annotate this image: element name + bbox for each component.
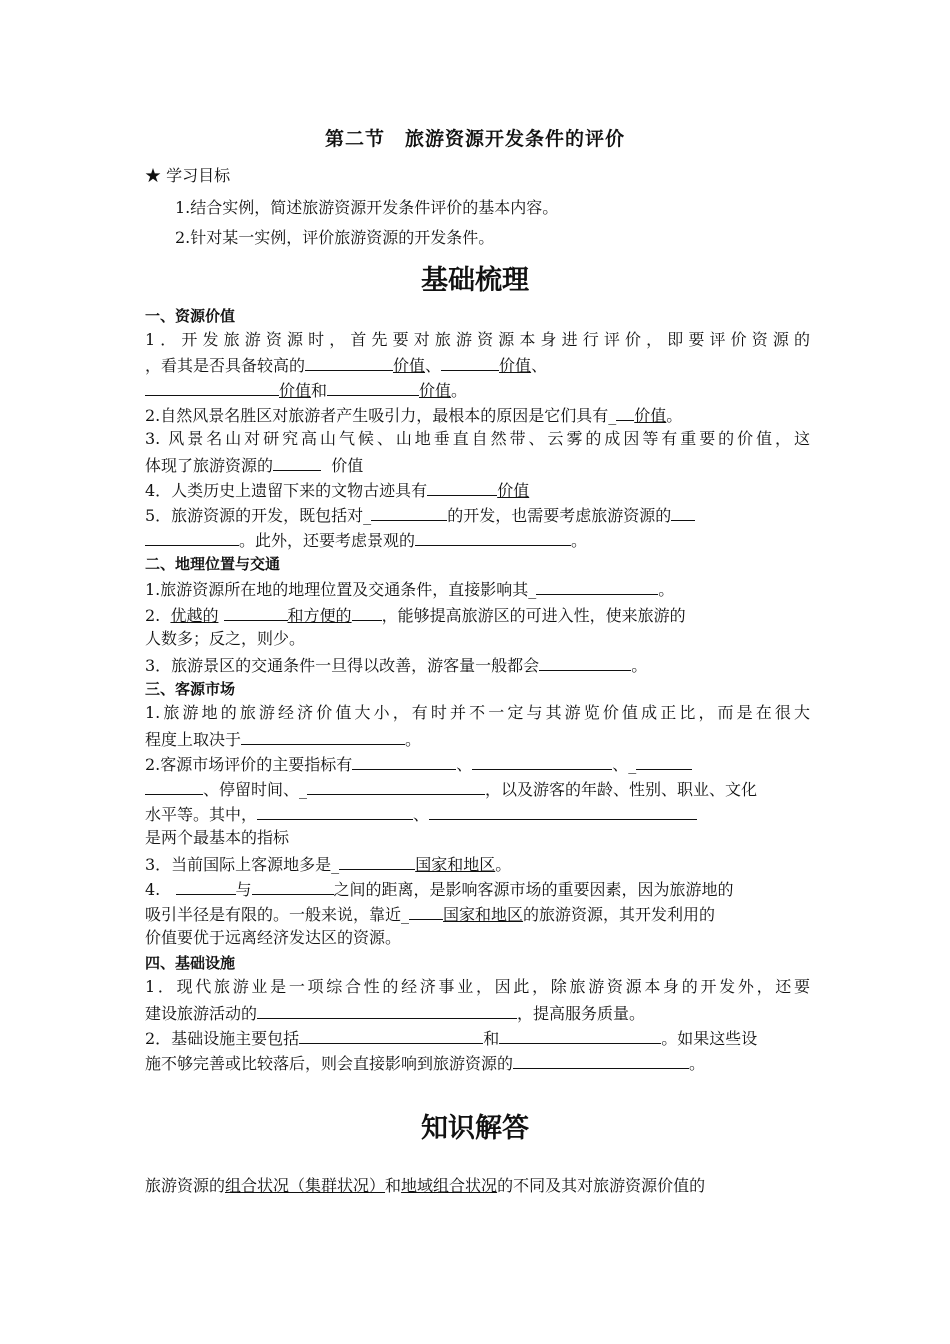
s2-line-4: 3．旅游景区的交通条件一旦得以改善，游客量一般都会 。	[145, 653, 810, 677]
s1-line-6: 体现了旅游资源的 价值	[145, 453, 810, 477]
s3-line-2: 程度上取决于 。	[145, 727, 810, 751]
heading-source-market: 三、客源市场	[145, 680, 236, 698]
s2-line-1: 1.旅游资源所在地的地理位置及交通条件，直接影响其_ 。	[145, 577, 810, 601]
s3-line-1: 1.旅游地的旅游经济价值大小，有时并不一定与其游览价值成正比，而是在很大	[145, 703, 810, 722]
s3-line-3: 2.客源市场评价的主要指标有 、 、_	[145, 752, 810, 776]
s2-line-3: 人数多；反之，则少。	[145, 629, 306, 648]
s1-line-5: 3. 风景名山对研究高山气候、山地垂直自然带、云雾的成因等有重要的价值，这	[145, 429, 810, 448]
s1-line-9: 。此外，还要考虑景观的 。	[145, 528, 810, 552]
s4-line-4: 施不够完善或比较落后，则会直接影响到旅游资源的 。	[145, 1051, 810, 1075]
s4-line-3: 2．基础设施主要包括 和 。如果这些设	[145, 1026, 810, 1050]
section-title-answers: 知识解答	[421, 1113, 529, 1144]
s3-line-7: 3．当前国际上客源地多是_ 国家和地区。	[145, 852, 810, 876]
s3-line-8: 4. 与 之间的距离，是影响客源市场的重要因素，因为旅游地的	[145, 877, 810, 901]
s2-line-2: 2. 优越的 和方便的 ，能够提高旅游区的可进入性，使来旅游的	[145, 603, 810, 627]
s3-line-4: 、停留时间、_ ，以及游客的年龄、性别、职业、文化	[145, 777, 810, 801]
heading-resource-value: 一、资源价值	[145, 307, 236, 325]
s3-line-6: 是两个最基本的指标	[145, 828, 290, 847]
learning-goal-2: 2.针对某一实例，评价旅游资源的开发条件。	[175, 228, 495, 247]
page-title: 第二节 旅游资源开发条件的评价	[324, 128, 625, 150]
s3-line-5: 水平等。其中， 、	[145, 802, 810, 826]
s1-line-4: 2.自然风景名胜区对旅游者产生吸引力，最根本的原因是它们具有_ 价值。	[145, 403, 810, 427]
s1-line-1: 1．开发旅游资源时，首先要对旅游资源本身进行评价，即要评价资源的	[145, 330, 810, 349]
section-title-basics: 基础梳理	[421, 265, 529, 296]
s3-line-9: 吸引半径是有限的。一般来说，靠近_ 国家和地区的旅游资源，其开发利用的	[145, 902, 810, 926]
s4-line-1: 1．现代旅游业是一项综合性的经济事业，因此，除旅游资源本身的开发外，还要	[145, 977, 810, 996]
s1-line-8: 5．旅游资源的开发，既包括对_ 的开发，也需要考虑旅游资源的	[145, 503, 810, 527]
heading-infrastructure: 四、基础设施	[145, 954, 236, 972]
s1-line-7: 4．人类历史上遗留下来的文物古迹具有 价值	[145, 478, 810, 502]
answer-line-1: 旅游资源的组合状况（集群状况）和地域组合状况的不同及其对旅游资源价值的	[145, 1176, 706, 1195]
learning-goal-1: 1.结合实例，简述旅游资源开发条件评价的基本内容。	[175, 198, 559, 217]
learning-goals-heading: ★ 学习目标	[145, 166, 231, 185]
heading-location-transport: 二、地理位置与交通	[145, 555, 281, 573]
s3-line-10: 价值要优于远离经济发达区的资源。	[145, 928, 402, 947]
s1-line-2: ，看其是否具备较高的 价值、 价值、	[145, 353, 810, 377]
s4-line-2: 建设旅游活动的 ，提高服务质量。	[145, 1001, 810, 1025]
s1-line-3: 价值和 价值。	[145, 378, 810, 402]
